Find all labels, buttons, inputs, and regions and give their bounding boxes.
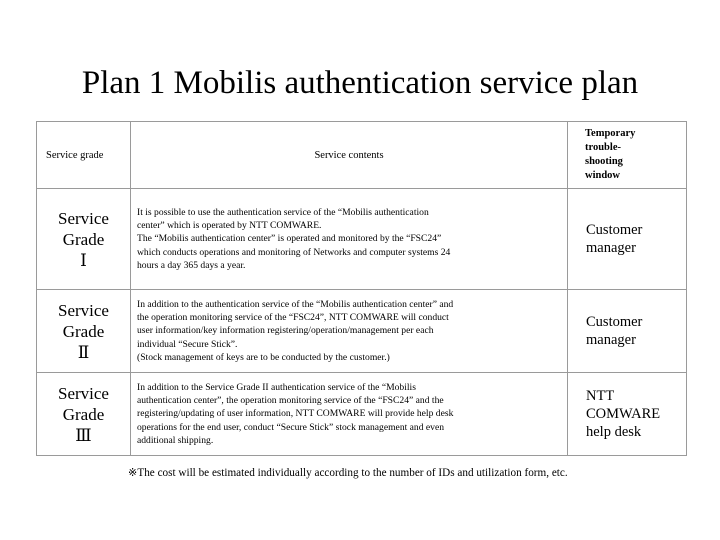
contents-line: It is possible to use the authentication service of the “Mobilis authentication [137, 206, 429, 218]
contents-line: In addition to the authentication service of the “Mobilis authentication center” and [137, 298, 454, 310]
page-title: Plan 1 Mobilis authentication service plan [81, 65, 639, 101]
troubleshooting-window-cell [568, 189, 687, 290]
window-line: manager [586, 240, 636, 256]
header-service-grade: Service grade [37, 122, 131, 189]
grade-line: Service [58, 383, 109, 403]
service-plan-table [36, 121, 687, 456]
service-contents-cell [131, 290, 568, 373]
table-row-grade-1 [37, 189, 687, 290]
header-service-contents: Service contents [131, 122, 568, 189]
service-grade-cell [37, 189, 131, 290]
contents-line: The “Mobilis authentication center” is operated and monitored by the “FSC24” [137, 233, 442, 245]
service-grade-cell [37, 373, 131, 456]
grade-line: Grade [62, 321, 105, 341]
header-window-line: window [585, 170, 621, 181]
header-troubleshooting-window [568, 122, 687, 189]
grade-line: Ⅰ [80, 250, 87, 270]
troubleshooting-window-cell [568, 290, 687, 373]
header-window-line: trouble- [585, 142, 621, 153]
contents-line: individual “Secure Stick”. [137, 338, 238, 350]
troubleshooting-window-cell [568, 373, 687, 456]
window-line: NTT [586, 388, 615, 404]
window-line: COMWARE [586, 406, 661, 422]
table-row-grade-3 [37, 373, 687, 456]
grade-line: Ⅲ [75, 425, 92, 445]
window-line: help desk [586, 424, 642, 440]
cost-footnote: ※The cost will be estimated individually according to the number of IDs and utilization form, etc. [128, 467, 568, 479]
grade-line: Service [58, 208, 109, 228]
contents-line: In addition to the Service Grade II authentication service of the “Mobilis [137, 381, 416, 393]
grade-line: Grade [62, 404, 105, 424]
service-contents-cell [131, 373, 568, 456]
contents-line: center” which is operated by NTT COMWARE. [137, 220, 322, 232]
table-header-row [37, 122, 687, 189]
window-line: manager [586, 332, 636, 348]
contents-line: which conducts operations and monitoring of Networks and computer systems 24 [137, 246, 451, 258]
grade-line: Grade [62, 229, 105, 249]
header-window-line: shooting [585, 156, 623, 167]
grade-line: Service [58, 300, 109, 320]
contents-line: hours a day 365 days a year. [137, 259, 246, 271]
grade-line: Ⅱ [77, 342, 90, 362]
service-grade-cell [37, 290, 131, 373]
window-line: Customer [586, 222, 643, 238]
contents-line: registering/updating of user information, NTT COMWARE will provide help desk [137, 408, 454, 420]
contents-line: authentication center”, the operation monitoring service of the “FSC24” and the [137, 395, 444, 407]
contents-line: additional shipping. [137, 434, 214, 446]
contents-line: user information/key information registering/operation/management per each [137, 325, 434, 337]
table-row-grade-2 [37, 290, 687, 373]
contents-line: operations for the end user, conduct “Secure Stick” stock management and even [137, 421, 445, 433]
contents-line: (Stock management of keys are to be conducted by the customer.) [137, 351, 390, 363]
header-window-line: Temporary [585, 128, 636, 139]
window-line: Customer [586, 314, 643, 330]
contents-line: the operation monitoring service of the “FSC24”, NTT COMWARE will conduct [137, 312, 449, 324]
service-contents-cell [131, 189, 568, 290]
